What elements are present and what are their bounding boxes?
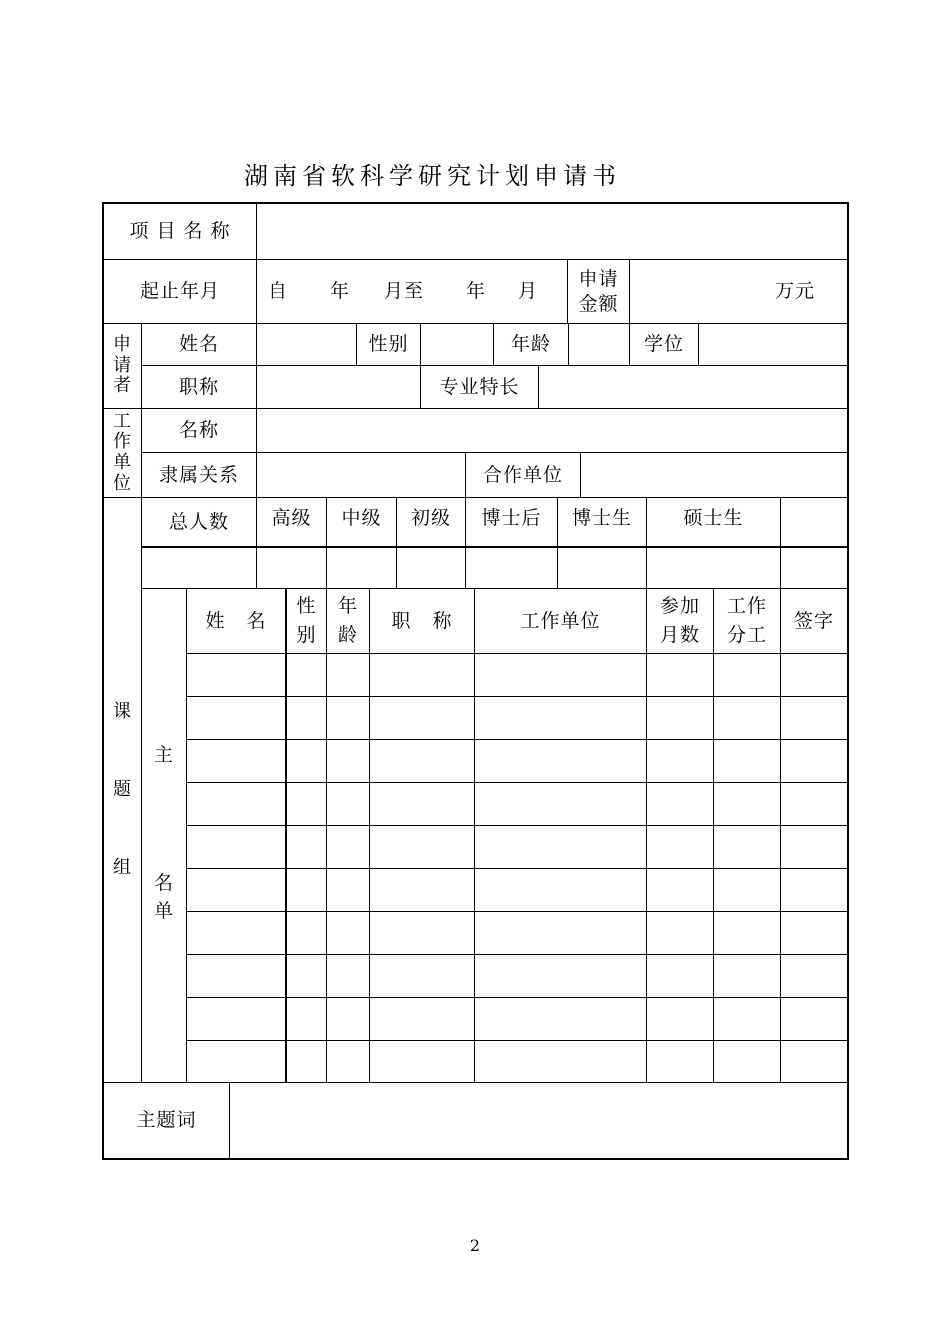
- table-border-right: [847, 202, 849, 1160]
- table-line-vertical: [713, 588, 714, 1083]
- applicant-label: 申 请 者: [113, 333, 132, 397]
- table-line-vertical: [698, 323, 699, 365]
- table-line-vertical: [580, 452, 581, 497]
- table-line-vertical: [629, 259, 630, 323]
- table-line-vertical: [326, 588, 327, 1083]
- name-label: 姓名: [178, 333, 219, 356]
- work-unit-label: 工 作 单 位: [113, 410, 132, 494]
- main-list-label-1: 主: [153, 743, 174, 766]
- total-people-label: 总人数: [168, 510, 229, 533]
- member-name-header: 姓 名: [205, 609, 267, 632]
- table-line-vertical: [646, 497, 647, 1083]
- table-line-vertical: [285, 588, 287, 1083]
- table-line-horizontal: [141, 546, 849, 548]
- junior-label: 初级: [410, 506, 451, 529]
- form-title: 湖南省软科学研究计划申请书: [244, 162, 621, 190]
- phd-label: 博士生: [571, 506, 632, 529]
- job-title-label: 职称: [178, 375, 219, 398]
- member-role-header: 工作 分工: [726, 594, 767, 646]
- degree-label: 学位: [643, 333, 684, 356]
- period-year1: 年: [330, 280, 351, 303]
- amount-unit: 万元: [774, 280, 815, 303]
- member-gender-header: 性 别: [296, 594, 317, 646]
- postdoc-label: 博士后: [481, 506, 542, 529]
- table-line-vertical: [538, 365, 539, 408]
- table-line-vertical: [369, 588, 370, 1083]
- project-name-label: 项 目 名 称: [129, 220, 231, 243]
- member-age-header: 年 龄: [337, 594, 358, 646]
- page-number: 2: [469, 1236, 481, 1255]
- period-month-to: 月至: [383, 280, 424, 303]
- group-label: 课 题 组: [113, 700, 132, 879]
- period-year2: 年: [466, 280, 487, 303]
- amount-label: 申请 金额: [578, 267, 619, 315]
- senior-label: 高级: [271, 506, 312, 529]
- specialty-label: 专业特长: [439, 375, 520, 398]
- period-from: 自: [268, 280, 289, 303]
- middle-label: 中级: [341, 506, 382, 529]
- member-sign-header: 签字: [793, 609, 834, 632]
- unit-name-label: 名称: [178, 419, 219, 442]
- table-line-vertical: [474, 588, 475, 1083]
- period-month2: 月: [518, 280, 539, 303]
- affiliation-label: 隶属关系: [158, 463, 239, 486]
- table-line-vertical: [568, 323, 569, 365]
- keywords-field[interactable]: [230, 1083, 847, 1158]
- keywords-label: 主题词: [136, 1109, 197, 1132]
- gender-label: 性别: [368, 333, 409, 356]
- partner-unit-label: 合作单位: [482, 463, 563, 486]
- member-unit-header: 工作单位: [520, 609, 601, 632]
- age-label: 年龄: [510, 333, 551, 356]
- project-name-field[interactable]: [257, 204, 847, 259]
- member-title-header: 职 称: [391, 609, 453, 632]
- table-border-bottom: [102, 1158, 849, 1160]
- table-line-vertical: [186, 588, 187, 1083]
- master-label: 硕士生: [683, 506, 744, 529]
- member-months-header: 参加 月数: [659, 594, 700, 646]
- table-line-vertical: [780, 497, 781, 1083]
- period-label: 起止年月: [139, 280, 220, 303]
- main-list-label-2: 名 单: [153, 871, 174, 922]
